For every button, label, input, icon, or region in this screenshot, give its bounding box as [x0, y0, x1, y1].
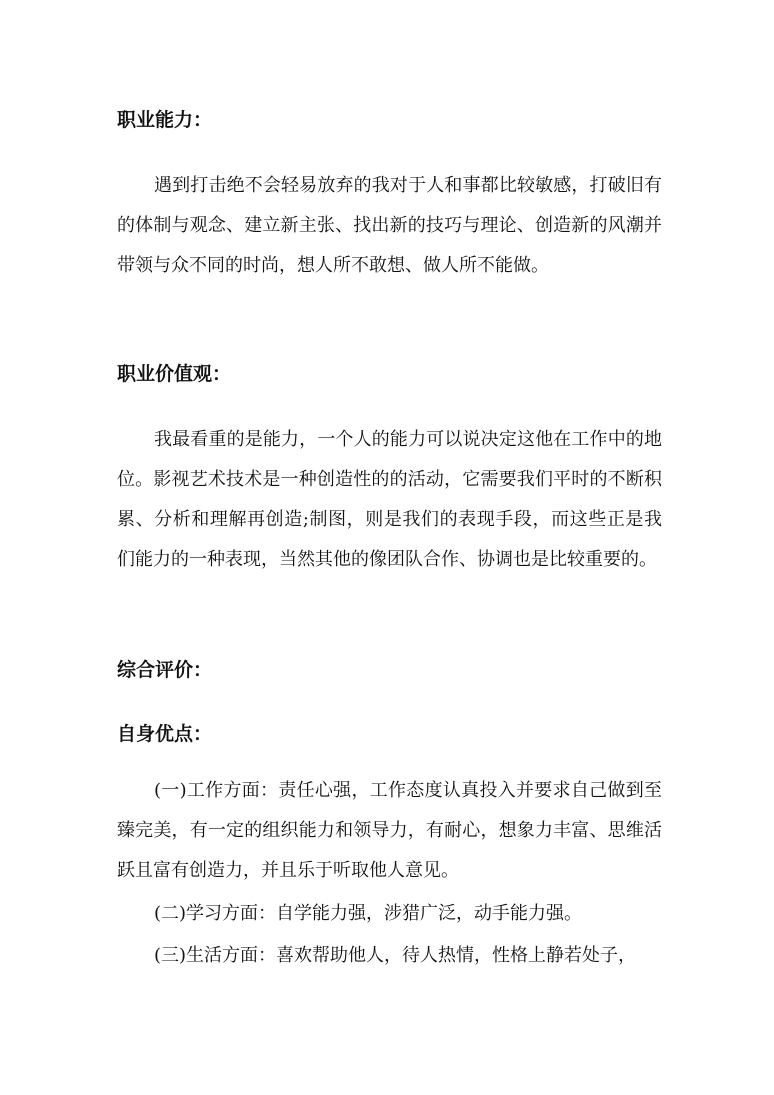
paragraph-career-ability: 遇到打击绝不会轻易放弃的我对于人和事都比较敏感，打破旧有的体制与观念、建立新主张、找出新的技巧与理论、创造新的风潮并带领与众不同的时尚，想人所不敢想、做人所不能做。 [117, 175, 662, 276]
heading-career-ability: 职业能力： [117, 109, 213, 131]
heading-strengths: 自身优点： [117, 723, 213, 745]
list-item-study: (二)学习方面：自学能力强，涉猎广泛，动手能力强。 [154, 903, 583, 924]
heading-overall-evaluation: 综合评价： [117, 659, 213, 681]
list-item-life: (三)生活方面：喜欢帮助他人，待人热情，性格上静若处子， [154, 945, 637, 966]
paragraph-career-values: 我最看重的是能力，一个人的能力可以说决定这他在工作中的地位。影视艺术技术是一种创造性的的活动，它需要我们平时的不断积累、分析和理解再创造;制图，则是我们的表现手段，而这些正是我们能力的一种表现，当然其他的像团队合作、协调也是比较重要的。 [117, 429, 662, 570]
heading-career-values: 职业价值观： [117, 363, 232, 385]
list-item-work: (一)工作方面：责任心强，工作态度认真投入并要求自己做到至臻完美，有一定的组织能力和领导力，有耐心，想象力丰富、思维活跃且富有创造力，并且乐于听取他人意见。 [117, 780, 662, 881]
